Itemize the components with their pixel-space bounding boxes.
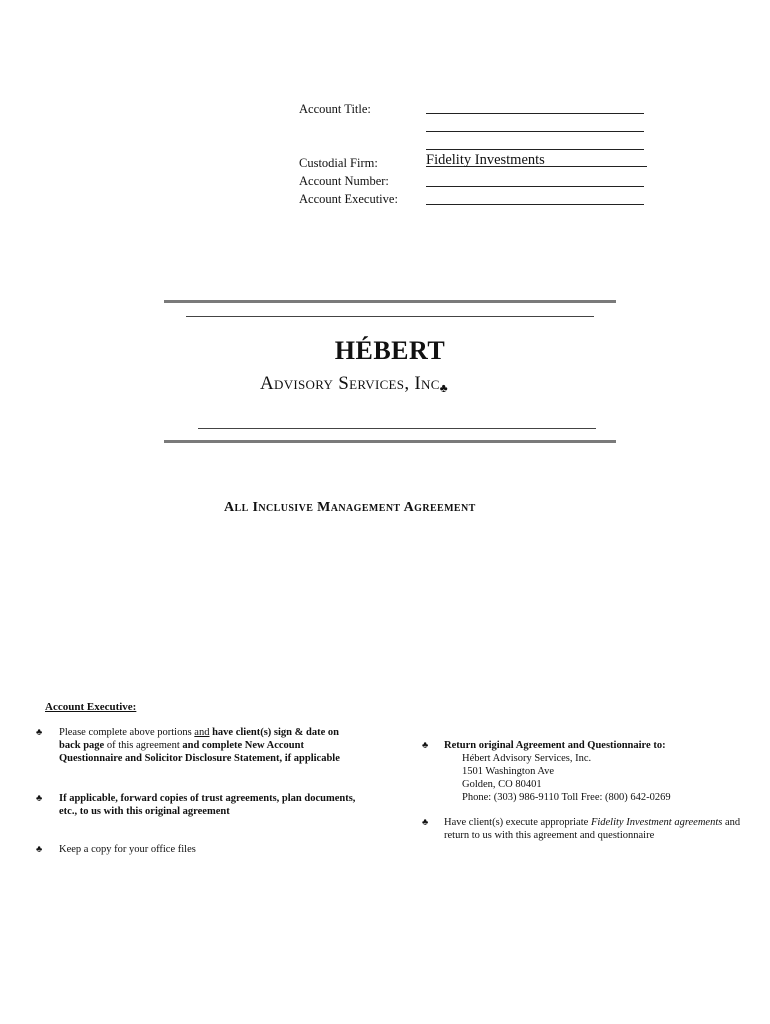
item1-and: and	[194, 727, 210, 738]
top-thin-rule	[186, 316, 594, 317]
instruction-item-3: Keep a copy for your office files	[59, 844, 196, 855]
return-heading	[444, 739, 666, 752]
item1-text-c: of this agreement	[104, 740, 183, 751]
bottom-thin-rule	[198, 428, 596, 429]
top-thick-rule	[164, 300, 616, 303]
account-executive-label: Account Executive:	[299, 192, 398, 206]
instruction-item-2	[59, 792, 369, 818]
account-number-label: Account Number:	[299, 174, 389, 188]
account-executive-line[interactable]	[426, 204, 644, 205]
brand-name: HÉBERT	[334, 336, 446, 365]
item1-text-a: Please complete above portions	[59, 727, 195, 738]
account-title-label: Account Title:	[299, 102, 371, 116]
agreement-title: All Inclusive Management Agreement	[224, 500, 476, 515]
custodial-firm-label: Custodial Firm:	[299, 156, 378, 170]
item5-text-b: and return to us with this agreement and questionnaire	[444, 817, 741, 841]
instruction-item-1	[59, 726, 359, 765]
club-bullet-icon: ♣	[36, 845, 43, 855]
custodial-firm-value: Fidelity Investments	[426, 152, 545, 168]
item1-text-d: and complete New Account Questionnaire and Solicitor Disclosure Statement, if applicable	[59, 740, 340, 764]
club-bullet-icon: ♣	[36, 728, 43, 738]
return-heading-text: Return original Agreement and Questionnaire to:	[444, 740, 666, 751]
club-bullet-icon: ♣	[422, 818, 429, 828]
instructions-heading: Account Executive:	[45, 701, 137, 713]
return-address	[462, 752, 671, 804]
item2-text: If applicable, forward copies of trust agreements, plan documents, etc., to us with this original agreement	[59, 793, 356, 817]
address-line: Hébert Advisory Services, Inc.	[462, 753, 592, 764]
instruction-item-5	[444, 816, 754, 842]
address-line: Golden, CO 80401	[462, 779, 542, 790]
address-line: 1501 Washington Ave	[462, 766, 555, 777]
address-line: Phone: (303) 986-9110 Toll Free: (800) 642-0269	[462, 792, 671, 803]
account-title-line-2[interactable]	[426, 131, 644, 132]
item1-text-b: have client(s) sign & date on back page	[59, 727, 339, 751]
brand-subtitle	[260, 373, 448, 395]
account-title-line-3[interactable]	[426, 149, 644, 150]
account-title-line-1[interactable]	[426, 113, 644, 114]
club-bullet-icon: ♣	[422, 741, 429, 751]
brand-subtitle-text: Advisory Services, Inc	[260, 373, 440, 394]
account-number-line[interactable]	[426, 186, 644, 187]
club-mark-icon: ♣	[439, 381, 448, 395]
custodial-firm-field[interactable]	[426, 151, 647, 167]
club-bullet-icon: ♣	[36, 794, 43, 804]
item5-text-a: Have client(s) execute appropriate	[444, 817, 591, 828]
bottom-thick-rule	[164, 440, 616, 443]
item5-text-italic: Fidelity Investment agreements	[590, 817, 723, 828]
